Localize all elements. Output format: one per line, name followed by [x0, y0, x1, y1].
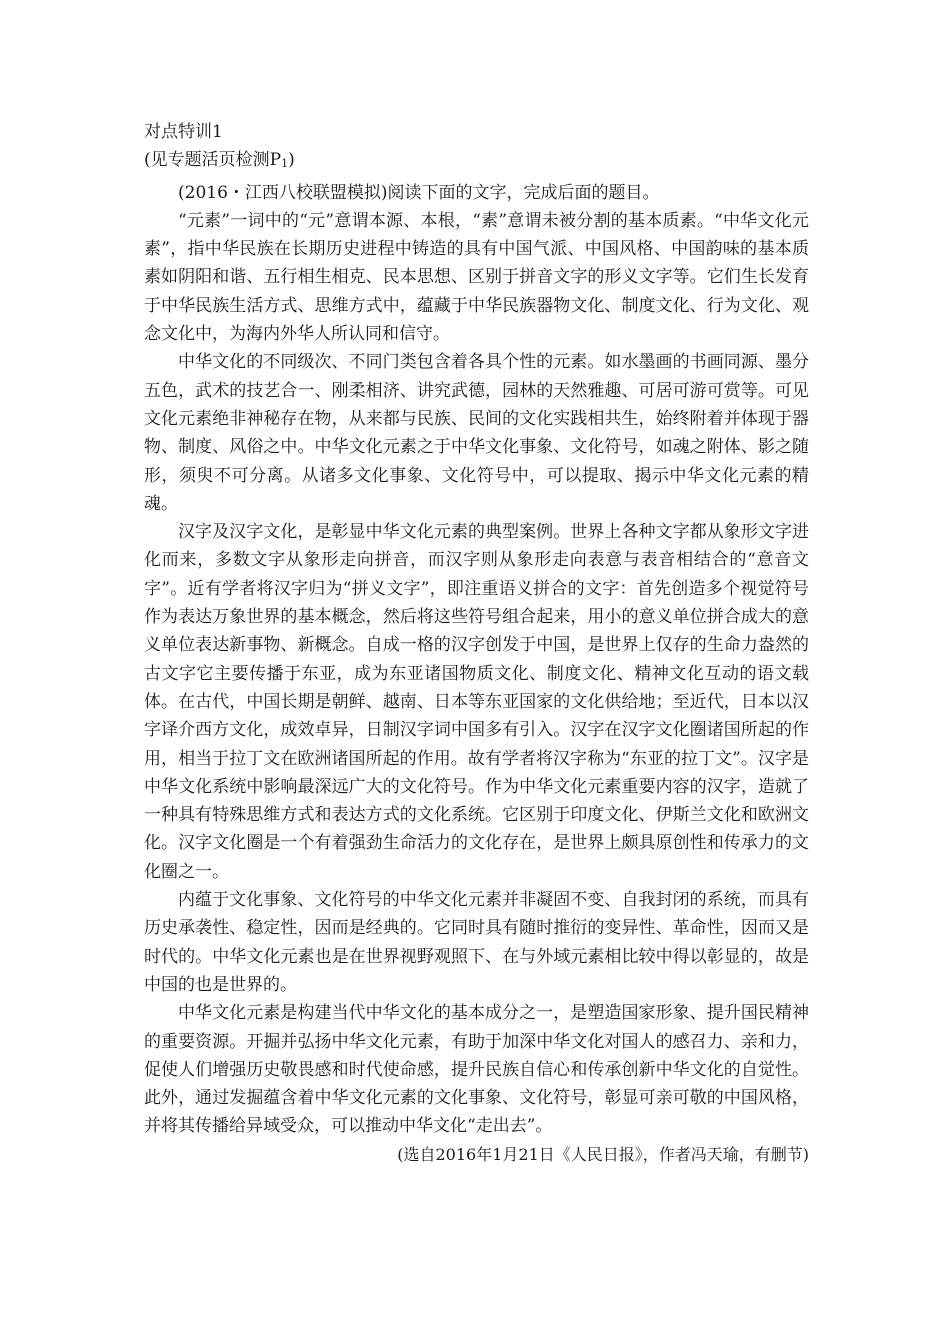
- reference-subscript: 1: [281, 157, 289, 171]
- source-citation: (选自2016年1月21日《人民日报》，作者冯天瑜，有删节): [397, 1144, 809, 1164]
- paragraph-3: 汉字及汉字文化，是彰显中华文化元素的典型案例。世界上各种文字都从象形文字进化而来，多数文字从象形走向拼音，而汉字则从象形走向表意与表音相结合的“意音文字”。近有学者将汉字归为“拼义文字”，即注重语义拼合的文字：首先创造多个视觉符号作为表达万象世界的基本概念，然后将这些符号组合起来，用小的意义单位拼合成大的意义单位表达新事物、新概念。自成一格的汉字创发于中国，是世界上仅存的生命力盎然的古文字它主要传播于东亚，成为东亚诸国物质文化、制度文化、精神文化互动的语文载体。在古代，中国长期是朝鲜、越南、日本等东亚国家的文化供给地；至近代，日本以汉字译介西方文化，成效卓异，日制汉字词中国多有引入。汉字在汉字文化圈诸国所起的作用，相当于拉丁文在欧洲诸国所起的作用。故有学者将汉字称为“东亚的拉丁文”。汉字是中华文化系统中影响最深远广大的文化符号。作为中华文化元素重要内容的汉字，造就了一种具有特殊思维方式和表达方式的文化系统。它区别于印度文化、伊斯兰文化和欧洲文化。汉字文化圈是一个有着强劲生命活力的文化存在，是世界上颇具原创性和传承力的文化圈之一。: [144, 522, 809, 882]
- paragraph-1: “元素”一词中的“元”意谓本源、本根，“素”意谓未被分割的基本质素。“中华文化元素”，指中华民族在长期历史进程中铸造的具有中国气派、中国风格、中国韵味的基本质素如阴阳和谐、五行相生相克、民本思想、区别于拼音文字的形义文字等。它们生长发育于中华民族生活方式、思维方式中，蕴藏于中华民族器物文化、制度文化、行为文化、观念文化中，为海内外华人所认同和信守。: [144, 210, 809, 345]
- paragraph-2: 中华文化的不同级次、不同门类包含着各具个性的元素。如水墨画的书画同源、墨分五色，武术的技艺合一、刚柔相济、讲究武德，园林的天然雅趣、可居可游可赏等。可见文化元素绝非神秘存在物，从来都与民族、民间的文化实践相共生，始终附着并体现于器物、制度、风俗之中。中华文化元素之于中华文化事象、文化符号，如魂之附体、影之随形，须臾不可分离。从诸多文化事象、文化符号中，可以提取、揭示中华文化元素的精魂。: [144, 352, 809, 514]
- paragraph-4: 内蕴于文化事象、文化符号的中华文化元素并非凝固不变、自我封闭的系统，而具有历史承袭性、稳定性，因而是经典的。它同时具有随时推衍的变异性、革命性，因而又是时代的。中华文化元素也是在世界视野观照下、在与外域元素相比较中得以彰显的，故是中国的也是世界的。: [144, 890, 809, 995]
- reference-prefix: (见专题活页检测P: [144, 150, 282, 171]
- paragraph-5: 中华文化元素是构建当代中华文化的基本成分之一，是塑造国家形象、提升国民精神的重要资源。开掘并弘扬中华文化元素，有助于加深中华文化对国人的感召力、亲和力，促使人们增强历史敬畏感和时代使命感，提升民族自信心和传承创新中华文化的自觉性。此外，通过发掘蕴含着中华文化元素的文化事象、文化符号，彰显可亲可敬的中国风格，并将其传播给异域受众，可以推动中华文化“走出去”。: [144, 1003, 809, 1137]
- reference-note: [144, 146, 809, 178]
- reference-suffix: ): [288, 150, 295, 171]
- document-page: [144, 118, 809, 1169]
- section-heading: 对点特训1: [144, 122, 223, 142]
- instruction-line: (2016・江西八校联盟模拟)阅读下面的文字，完成后面的题目。: [178, 182, 660, 203]
